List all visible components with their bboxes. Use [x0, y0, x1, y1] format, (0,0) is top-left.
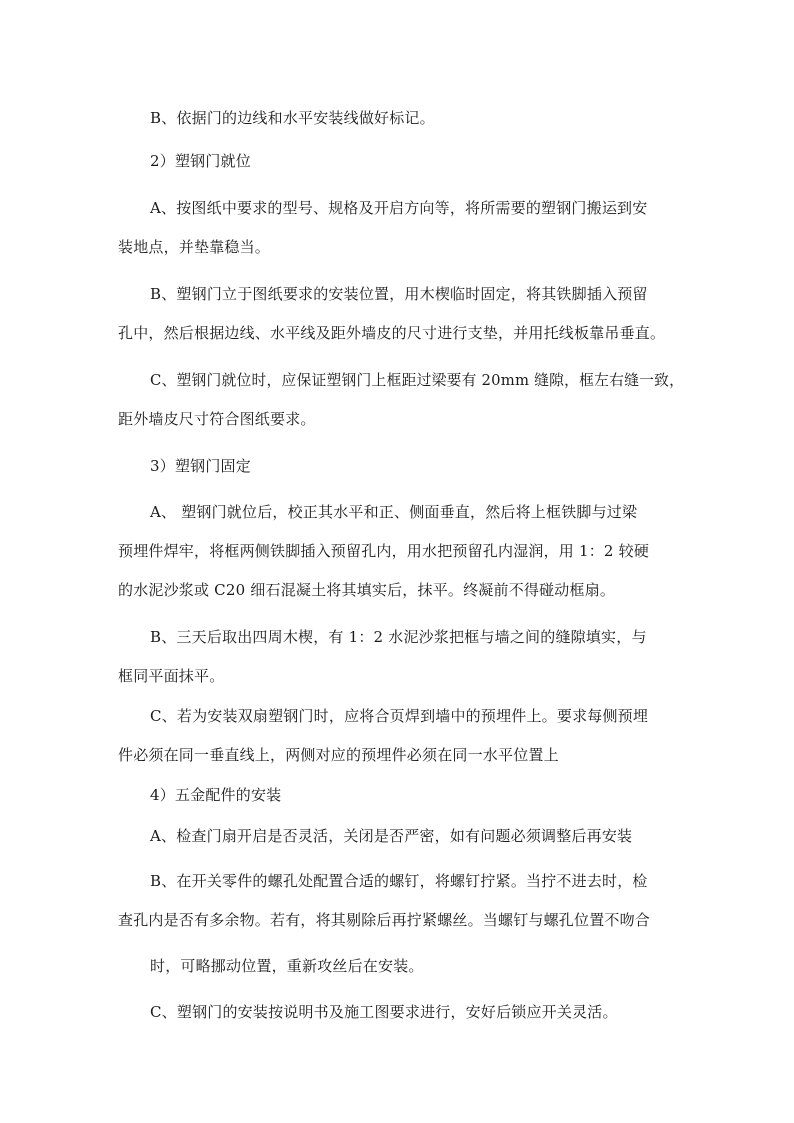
paragraph-line: B、三天后取出四周木楔，有 1：2 水泥沙浆把框与墙之间的缝隙填实，与: [150, 628, 647, 646]
paragraph-line: 框同平面抹平。: [118, 667, 225, 685]
paragraph-line: A、按图纸中要求的型号、规格及开启方向等，将所需要的塑钢门搬运到安: [150, 199, 648, 217]
paragraph-line: B、依据门的边线和水平安装线做好标记。: [150, 109, 435, 127]
paragraph-line: C、塑钢门就位时，应保证塑钢门上框距过梁要有 20mm 缝隙，框左右缝一致，: [150, 371, 685, 389]
paragraph-line: C、若为安装双扇塑钢门时，应将合页焊到墙中的预埋件上。要求每侧预埋: [150, 707, 649, 725]
paragraph-line: C、塑钢门的安装按说明书及施工图要求进行，安好后锁应开关灵活。: [150, 1003, 618, 1021]
paragraph-line: 孔中，然后根据边线、水平线及距外墙皮的尺寸进行支垫，并用托线板靠吊垂直。: [118, 324, 666, 342]
paragraph-line: A、检查门扇开启是否灵活，关闭是否严密，如有问题必须调整后再安装: [150, 827, 633, 845]
paragraph-line: A、 塑钢门就位后，校正其水平和正、侧面垂直，然后将上框铁脚与过梁: [150, 503, 638, 521]
paragraph-line: 的水泥沙浆或 C20 细石混凝土将其填实后，抹平。终凝前不得碰动框扇。: [118, 581, 616, 599]
paragraph-line: 距外墙皮尺寸符合图纸要求。: [118, 410, 316, 428]
section-heading: 4）五金配件的安装: [150, 786, 282, 804]
paragraph-line: B、塑钢门立于图纸要求的安装位置，用木楔临时固定，将其铁脚插入预留: [150, 285, 648, 303]
paragraph-line: 查孔内是否有多余物。若有，将其剔除后再拧紧螺丝。当螺钉与螺孔位置不吻合: [118, 911, 651, 929]
paragraph-line: 件必须在同一垂直线上，两侧对应的预埋件必须在同一水平位置上: [118, 746, 559, 764]
section-heading: 2）塑钢门就位: [150, 152, 251, 170]
section-heading: 3）塑钢门固定: [150, 457, 251, 475]
paragraph-line: 预埋件焊牢，将框两侧铁脚插入预留孔内，用水把预留孔内湿润，用 1：2 较硬: [118, 542, 650, 560]
paragraph-line: B、在开关零件的螺孔处配置合适的螺钉，将螺钉拧紧。当拧不进去时，检: [150, 872, 648, 890]
paragraph-line: 时，可略挪动位置，重新攻丝后在安装。: [150, 957, 424, 975]
paragraph-line: 装地点，并垫靠稳当。: [118, 238, 271, 256]
